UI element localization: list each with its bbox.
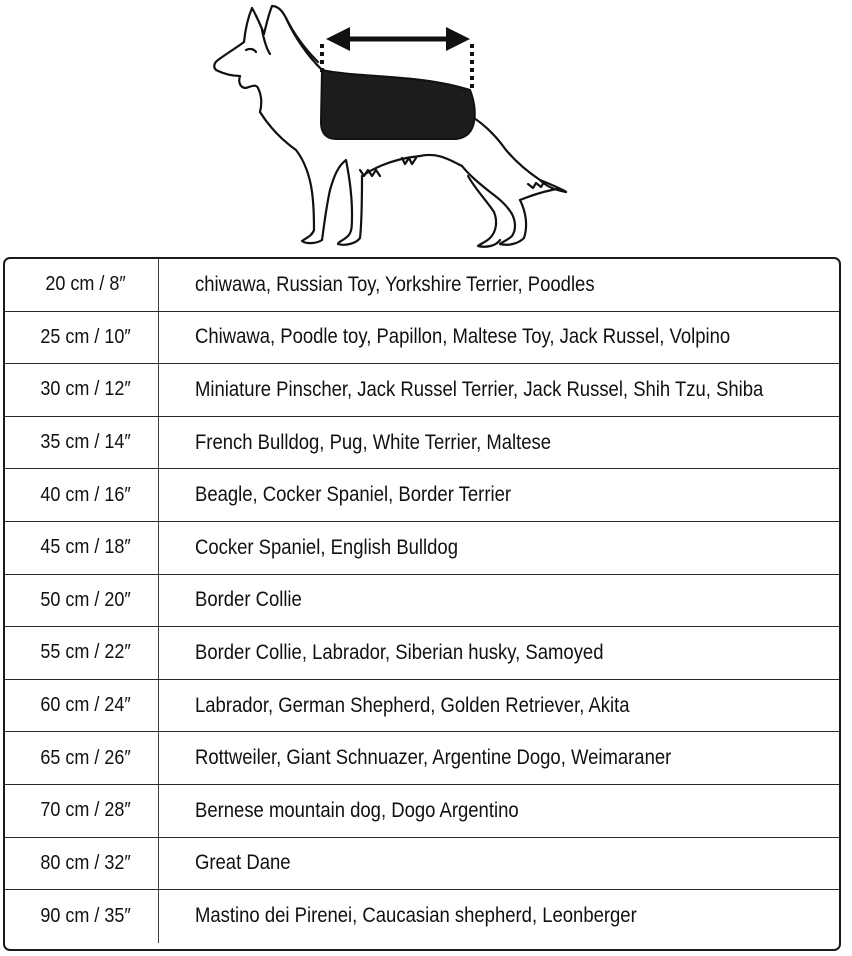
size-cell: 20 cm / 8″ [13, 259, 159, 311]
table-row [5, 575, 839, 628]
breeds-cell [167, 469, 839, 521]
breeds-text: Bernese mountain dog, Dogo Argentino [195, 798, 519, 822]
breeds-text: Labrador, German Shepherd, Golden Retriever, Akita [195, 693, 630, 717]
size-cell: 70 cm / 28″ [13, 785, 159, 837]
table-row [5, 522, 839, 575]
table-row [5, 890, 839, 943]
breeds-text: Mastino dei Pirenei, Caucasian shepherd, Leonberger [195, 904, 637, 928]
size-cell: 80 cm / 32″ [13, 838, 159, 890]
table-row [5, 627, 839, 680]
breeds-text: chiwawa, Russian Toy, Yorkshire Terrier, Poodles [195, 272, 595, 296]
table-row [5, 312, 839, 365]
breeds-text: Chiwawa, Poodle toy, Papillon, Maltese Toy, Jack Russel, Volpino [195, 325, 731, 349]
table-row [5, 469, 839, 522]
coat-panel [321, 70, 475, 139]
size-cell: 25 cm / 10″ [13, 312, 159, 364]
breeds-text: Border Collie [195, 588, 302, 612]
breeds-text: French Bulldog, Pug, White Terrier, Maltese [195, 430, 552, 454]
size-chart-table [3, 257, 841, 951]
breeds-text: Miniature Pinscher, Jack Russel Terrier, Jack Russel, Shih Tzu, Shiba [195, 377, 764, 401]
breeds-cell [167, 312, 839, 364]
breeds-cell [167, 732, 839, 784]
size-cell: 35 cm / 14″ [13, 417, 159, 469]
breeds-cell [167, 785, 839, 837]
breeds-cell [167, 522, 839, 574]
breeds-cell [167, 680, 839, 732]
breeds-cell [167, 627, 839, 679]
table-row [5, 838, 839, 891]
breeds-text: Rottweiler, Giant Schnuazer, Argentine Dogo, Weimaraner [195, 746, 672, 770]
breeds-cell [167, 417, 839, 469]
breeds-cell [167, 259, 839, 311]
size-cell: 30 cm / 12″ [13, 364, 159, 416]
size-cell: 65 cm / 26″ [13, 732, 159, 784]
breeds-text: Cocker Spaniel, English Bulldog [195, 535, 458, 559]
table-row [5, 680, 839, 733]
size-cell: 55 cm / 22″ [13, 627, 159, 679]
breeds-text: Beagle, Cocker Spaniel, Border Terrier [195, 483, 512, 507]
dog-back-length-illustration [205, 0, 585, 252]
table-row [5, 732, 839, 785]
breeds-cell [167, 575, 839, 627]
size-cell: 45 cm / 18″ [13, 522, 159, 574]
table-row [5, 417, 839, 470]
size-cell: 50 cm / 20″ [13, 575, 159, 627]
size-cell: 90 cm / 35″ [13, 890, 159, 943]
double-arrow-icon [326, 27, 470, 51]
table-row [5, 259, 839, 312]
size-cell: 40 cm / 16″ [13, 469, 159, 521]
table-row [5, 364, 839, 417]
breeds-text: Great Dane [195, 851, 291, 875]
size-cell: 60 cm / 24″ [13, 680, 159, 732]
table-row [5, 785, 839, 838]
breeds-cell [167, 838, 839, 890]
breeds-text: Border Collie, Labrador, Siberian husky, Samoyed [195, 640, 604, 664]
breeds-cell [167, 364, 839, 416]
breeds-cell [167, 890, 839, 943]
